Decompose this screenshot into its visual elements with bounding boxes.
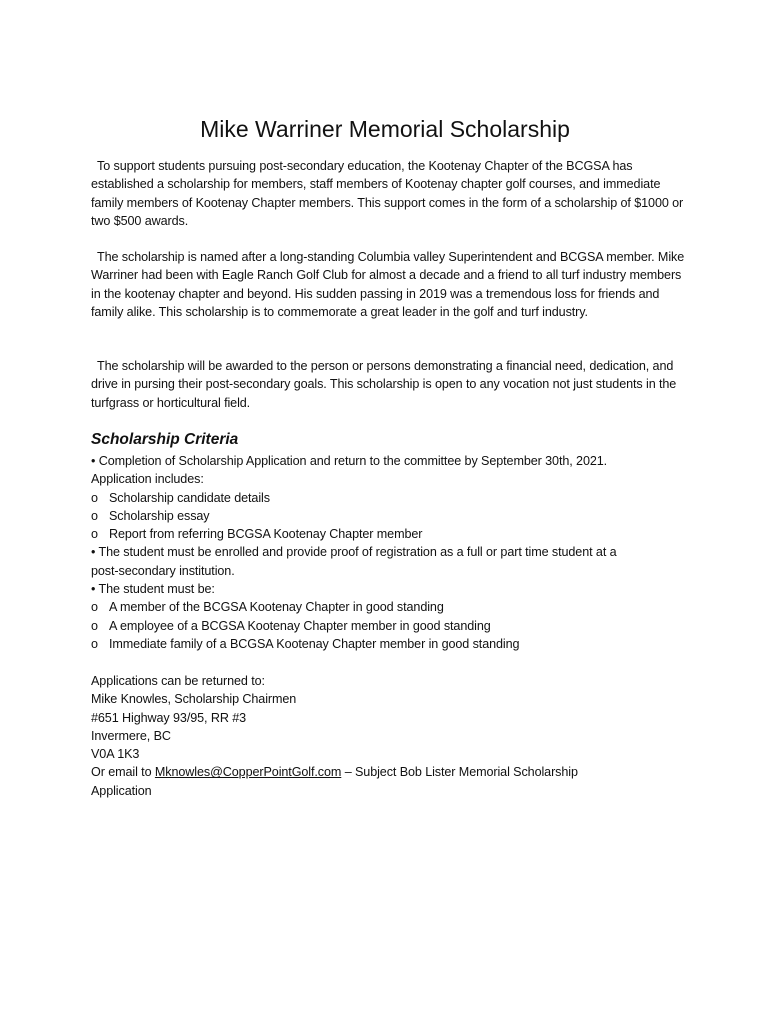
sub-marker: o <box>91 508 98 523</box>
bullet-marker: • <box>91 454 96 468</box>
sub-marker: o <box>91 527 98 542</box>
sub-item-text: A employee of a BCGSA Kootenay Chapter member in good standing <box>109 618 491 633</box>
paragraph-3: The scholarship will be awarded to the person or persons demonstrating a financial need, dedication, and drive in pursing their post-secondary goals. This scholarship is open to any vocation not just students in the turfgrass or horticultural field. <box>91 359 677 410</box>
sub-item <box>91 507 691 525</box>
criteria-heading: Scholarship Criteria <box>91 431 239 448</box>
sub-item <box>91 489 691 507</box>
sub-marker: o <box>91 618 98 633</box>
application-includes-label: Application includes: <box>91 472 204 487</box>
sub-item <box>91 635 691 653</box>
criteria-item-2-continued: post-secondary institution. <box>91 563 235 578</box>
sub-item <box>91 525 691 543</box>
sub-item <box>91 617 691 635</box>
contact-name: Mike Knowles, Scholarship Chairmen <box>91 692 297 707</box>
contact-postal-code: V0A 1K3 <box>91 747 140 762</box>
contact-block <box>91 672 691 800</box>
paragraph-2: The scholarship is named after a long-standing Columbia valley Superintendent and BCGSA member. Mike Warriner had been with Eagle Ranch Golf Club for almost a decade and a friend to all turf industry members in the kootenay chapter and beyond. His sudden passing in 2019 was a tremendous loss for friends and family alike. This scholarship is to commemorate a great leader in the golf and turf industry. <box>91 250 685 319</box>
email-suffix-continued: Application <box>91 783 152 798</box>
sub-item <box>91 598 691 616</box>
sub-item-text: Scholarship candidate details <box>109 490 270 505</box>
award-paragraph <box>91 357 691 412</box>
bullet-marker: • <box>91 545 96 560</box>
sub-marker: o <box>91 490 98 505</box>
criteria-item-2 <box>91 543 691 561</box>
document-title: Mike Warriner Memorial Scholarship <box>200 116 570 142</box>
sub-marker: o <box>91 636 98 651</box>
criteria-item-1 <box>91 452 691 470</box>
contact-intro: Applications can be returned to: <box>91 674 265 688</box>
sub-item-text: A member of the BCGSA Kootenay Chapter in good standing <box>109 600 444 615</box>
contact-email-line <box>91 763 691 781</box>
paragraph-1: To support students pursuing post-secondary education, the Kootenay Chapter of the BCGSA has established a scholarship for members, staff members of Kootenay chapter golf courses, and immediate family members of Kootenay Chapter members. This support comes in the form of a scholarship of $1000 or two $500 awards. <box>91 159 684 228</box>
sub-marker: o <box>91 600 98 615</box>
email-link[interactable]: Mknowles@CopperPointGolf.com <box>154 765 342 780</box>
criteria-item-3-text: The student must be: <box>98 582 215 597</box>
bullet-marker: • <box>91 582 96 597</box>
sub-item-text: Scholarship essay <box>109 508 210 523</box>
criteria-list <box>91 452 691 653</box>
contact-address: #651 Highway 93/95, RR #3 <box>91 710 247 725</box>
criteria-item-3 <box>91 580 691 598</box>
intro-paragraph <box>91 157 691 230</box>
contact-city: Invermere, BC <box>91 728 171 743</box>
sub-item-text: Report from referring BCGSA Kootenay Chapter member <box>109 527 423 542</box>
criteria-item-1-text: Completion of Scholarship Application and return to the committee by September 30th, 2021. <box>98 454 608 468</box>
email-suffix: – Subject Bob Lister Memorial Scholarship <box>344 765 578 780</box>
criteria-item-2-text: The student must be enrolled and provide proof of registration as a full or part time student at a <box>98 545 617 560</box>
sub-item-text: Immediate family of a BCGSA Kootenay Chapter member in good standing <box>109 636 520 651</box>
email-prefix: Or email to <box>91 765 152 780</box>
named-after-paragraph <box>91 248 691 321</box>
